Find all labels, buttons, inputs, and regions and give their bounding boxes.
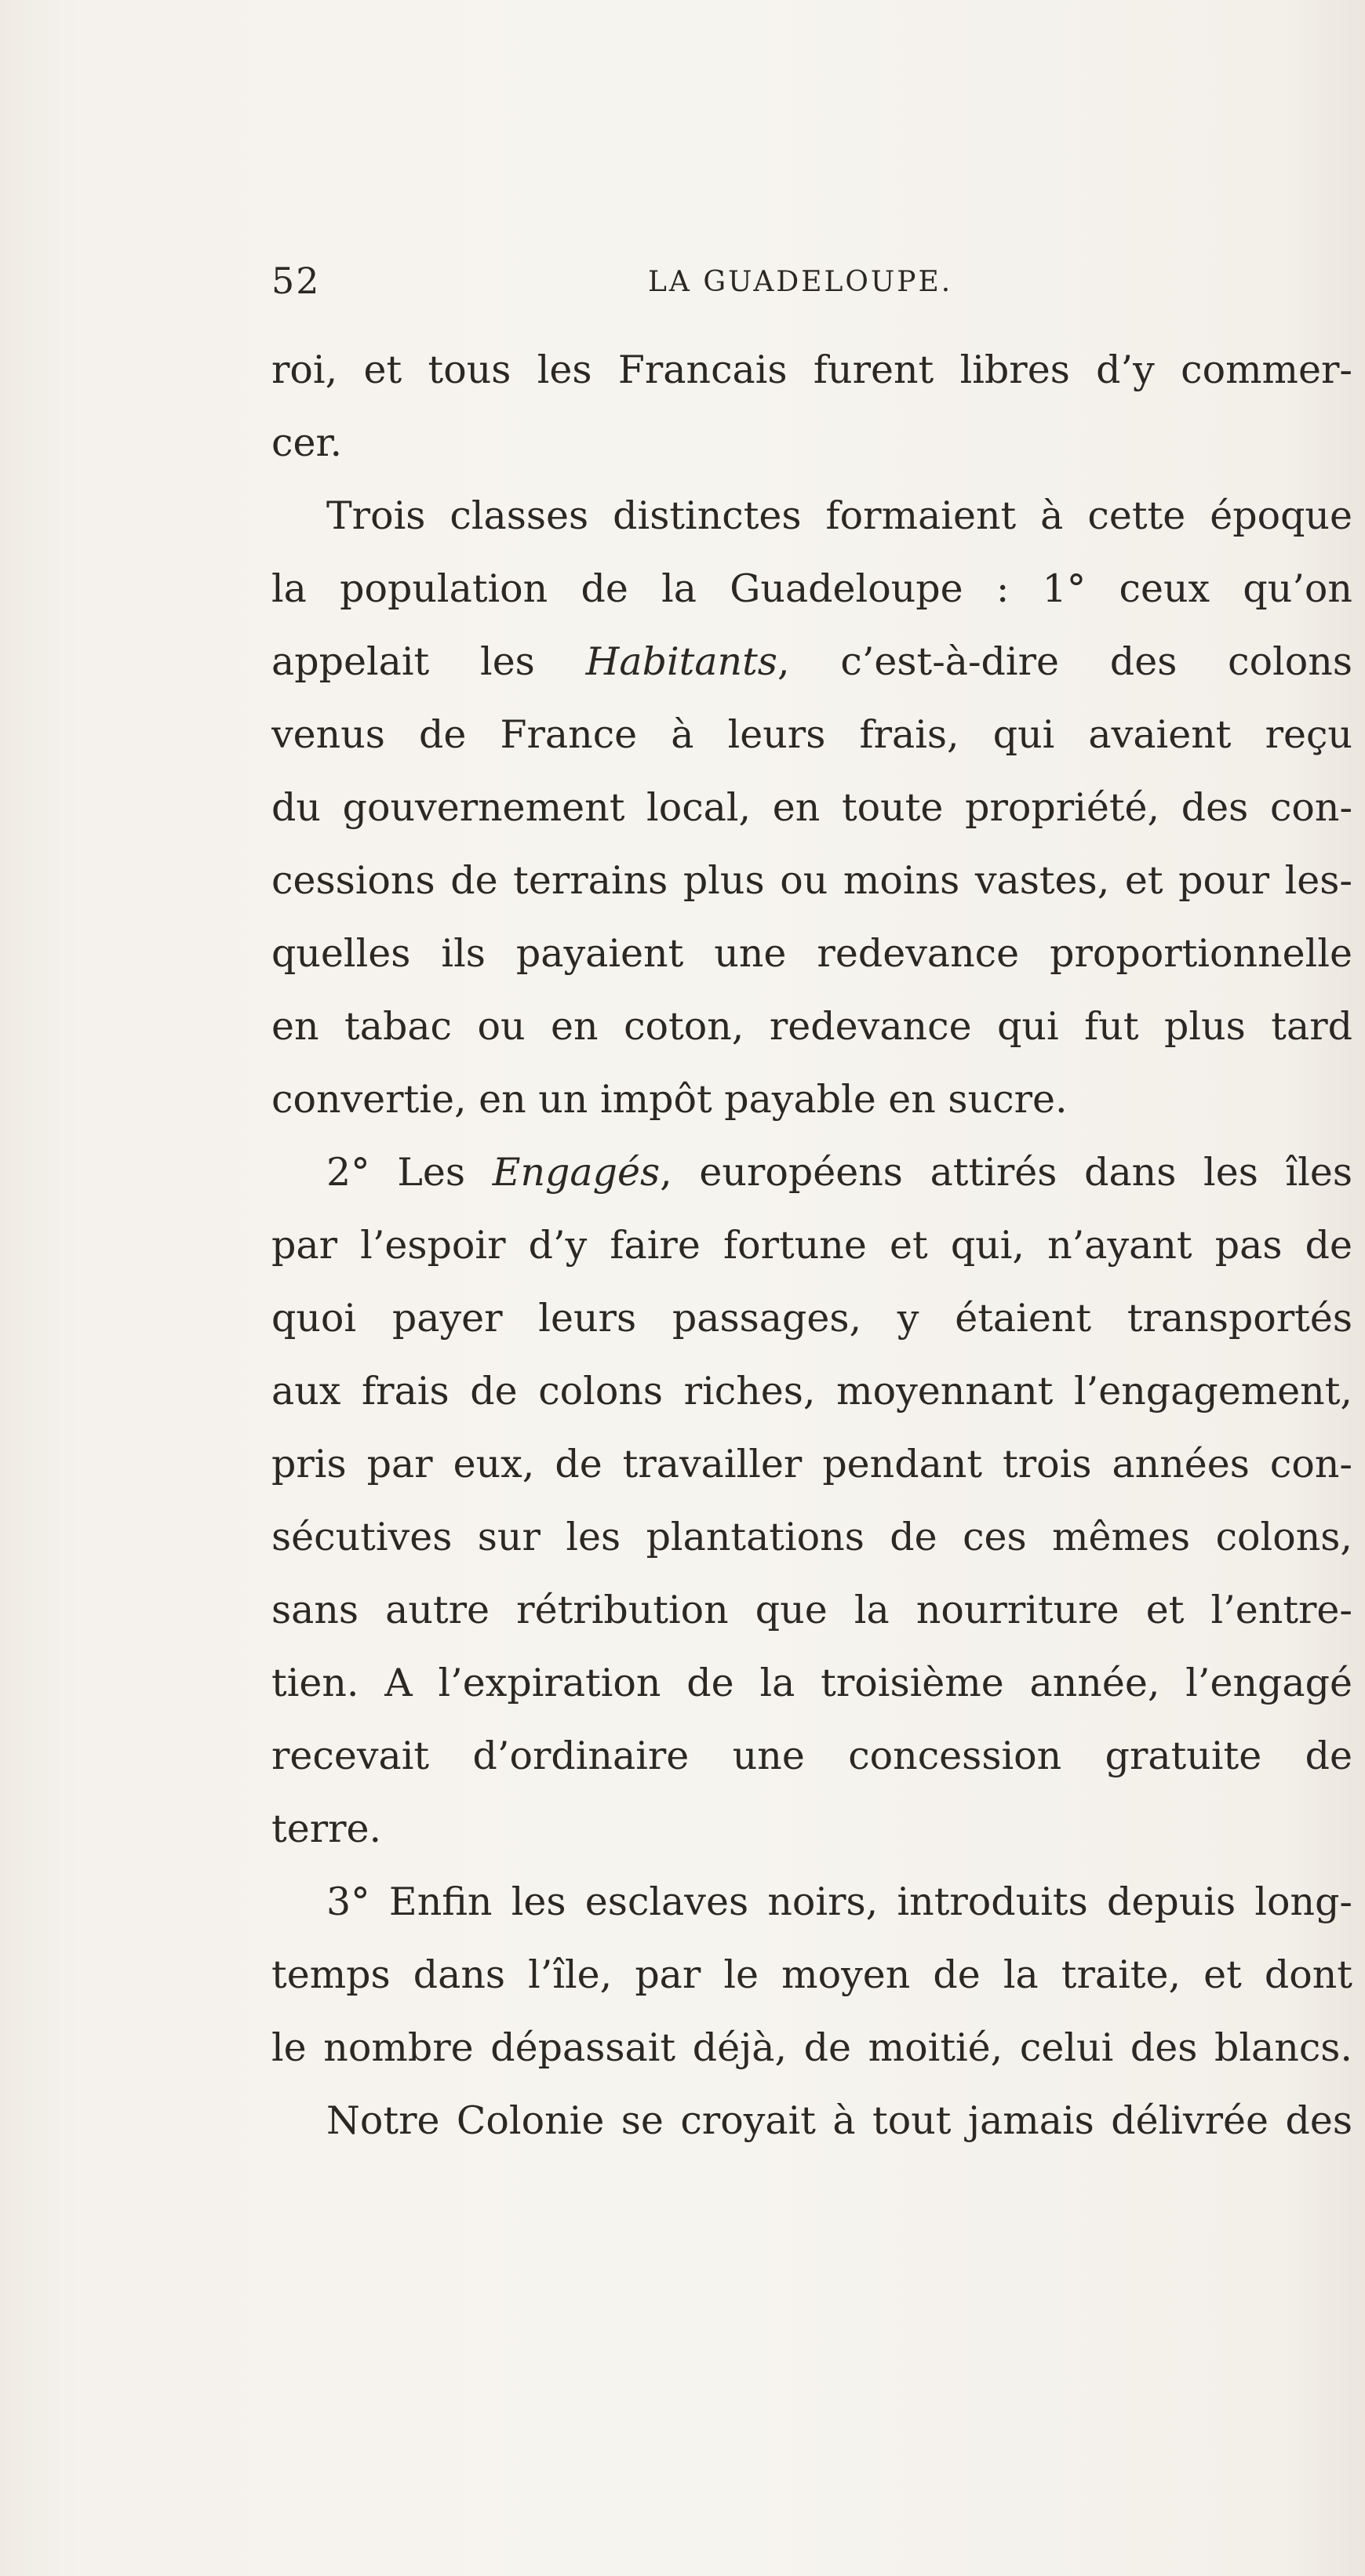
text-line: par l’espoir d’y faire fortune et qui, n’ayant pas de (271, 1223, 1352, 1268)
text-line: terre. (271, 1806, 382, 1851)
italic-term-engages: Engagés (492, 1150, 661, 1195)
text-line: quelles ils payaient une redevance proportionnelle (271, 931, 1352, 976)
text-line: sécutives sur les plantations de ces mêmes colons, (271, 1515, 1352, 1559)
text-line: aux frais de colons riches, moyennant l’engagement, (271, 1369, 1352, 1414)
text-segment: , européens attirés dans les îles (660, 1150, 1352, 1195)
text-line: pris par eux, de travailler pendant trois années con- (271, 1442, 1352, 1486)
text-line: Notre Colonie se croyait à tout jamais délivrée des (326, 2098, 1352, 2143)
text-segment: 2° Les (326, 1150, 493, 1195)
text-line-habitants (271, 625, 1352, 698)
text-line: 3° Enfin les esclaves noirs, introduits depuis long- (326, 1879, 1352, 1924)
text-segment: appelait les (271, 639, 586, 684)
text-line: temps dans l’île, par le moyen de la traite, et dont (271, 1952, 1352, 1997)
text-line: en tabac ou en coton, redevance qui fut plus tard (271, 1004, 1352, 1049)
page-number: 52 (271, 260, 321, 302)
italic-term-habitants: Habitants (585, 639, 777, 684)
text-line: Trois classes distinctes formaient à cette époque (326, 493, 1352, 538)
text-line: sans autre rétribution que la nourriture et l’entre- (271, 1588, 1352, 1632)
text-line: du gouvernement local, en toute propriété, des con- (271, 785, 1352, 830)
text-line: la population de la Guadeloupe : 1° ceux qu’on (271, 566, 1352, 611)
text-line: le nombre dépassait déjà, de moitié, celui des blancs. (271, 2025, 1352, 2070)
text-line: recevait d’ordinaire une concession gratuite de (271, 1734, 1352, 1778)
text-line: quoi payer leurs passages, y étaient transportés (271, 1296, 1352, 1341)
running-title: LA GUADELOUPE. (648, 266, 953, 298)
text-line: tien. A l’expiration de la troisième année, l’engagé (271, 1661, 1352, 1705)
body-text (271, 333, 1352, 2157)
text-line: venus de France à leurs frais, qui avaient reçu (271, 712, 1352, 757)
text-line: roi, et tous les Francais furent libres d’y commer- (271, 347, 1352, 392)
text-line: cer. (271, 420, 343, 465)
text-segment: , c’est-à-dire des colons (777, 639, 1352, 684)
text-line-engages (271, 1136, 1352, 1209)
running-head (271, 257, 1352, 304)
text-line: convertie, en un impôt payable en sucre. (271, 1077, 1068, 1122)
text-line: cessions de terrains plus ou moins vastes, et pour les- (271, 858, 1352, 903)
